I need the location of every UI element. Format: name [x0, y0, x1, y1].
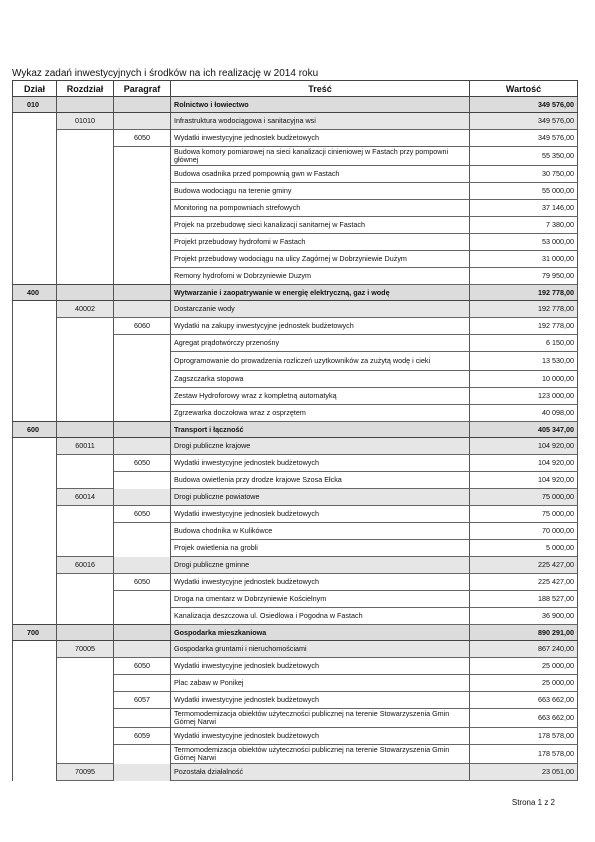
cell-tresc: Termomodemizacja obiektów użyteczności publicznej na terenie Stowarzyszenia Gmin Górnej Narwi	[171, 745, 470, 764]
cell-rozdzial: 70095	[57, 764, 114, 781]
cell-wartosc: 867 240,00	[470, 641, 578, 658]
cell-dzial: 700	[13, 625, 57, 641]
cell-tresc: Wydatki inwestycyjne jednostek budżetowych	[171, 574, 470, 591]
cell-tresc: Zagszczarka stopowa	[171, 371, 470, 388]
cell-rozdzial	[57, 745, 114, 764]
cell-dzial	[13, 217, 57, 234]
cell-paragraf: 6050	[114, 455, 171, 472]
cell-tresc: Kanalizacja deszczowa ul. Osiedlowa i Pogodna w Fastach	[171, 608, 470, 625]
cell-paragraf	[114, 422, 171, 438]
cell-dzial	[13, 335, 57, 352]
cell-dzial	[13, 318, 57, 335]
cell-wartosc: 192 778,00	[470, 301, 578, 318]
cell-tresc: Wydatki inwestycyjne jednostek budżetowych	[171, 728, 470, 745]
cell-wartosc: 31 000,00	[470, 251, 578, 268]
cell-tresc: Wydatki inwestycyjne jednostek budżetowych	[171, 506, 470, 523]
cell-dzial	[13, 268, 57, 285]
table-row-item	[13, 352, 578, 371]
cell-rozdzial	[57, 217, 114, 234]
cell-wartosc: 37 146,00	[470, 200, 578, 217]
cell-wartosc: 188 527,00	[470, 591, 578, 608]
cell-tresc: Budowa osadnika przed pompownią gwn w Fastach	[171, 166, 470, 183]
table-row-item	[13, 523, 578, 540]
cell-rozdzial	[57, 318, 114, 335]
cell-tresc: Termomodemizacja obiektów użyteczności publicznej na terenie Stowarzyszenia Gmin Górnej Narwi	[171, 709, 470, 728]
cell-paragraf	[114, 251, 171, 268]
cell-rozdzial	[57, 200, 114, 217]
table-row-par	[13, 574, 578, 591]
cell-rozdzial: 60014	[57, 489, 114, 506]
cell-rozdzial	[57, 147, 114, 166]
cell-tresc: Wydatki na zakupy inwestycyjne jednostek budżetowych	[171, 318, 470, 335]
table-row-item	[13, 217, 578, 234]
cell-rozdzial	[57, 692, 114, 709]
cell-dzial	[13, 455, 57, 472]
table-row-sub	[13, 113, 578, 130]
cell-wartosc: 55 350,00	[470, 147, 578, 166]
cell-rozdzial	[57, 285, 114, 301]
cell-paragraf: 6057	[114, 692, 171, 709]
cell-tresc: Gospodarka mieszkaniowa	[171, 625, 470, 641]
cell-wartosc: 36 900,00	[470, 608, 578, 625]
cell-rozdzial	[57, 591, 114, 608]
cell-rozdzial	[57, 183, 114, 200]
cell-tresc: Plac zabaw w Ponikej	[171, 675, 470, 692]
table-row-item	[13, 405, 578, 422]
cell-dzial	[13, 745, 57, 764]
cell-tresc: Drogi publiczne powiatowe	[171, 489, 470, 506]
cell-tresc: Drogi publiczne gminne	[171, 557, 470, 574]
cell-tresc: Budowa owietlenia przy drodze krajowe Szosa Ełcka	[171, 472, 470, 489]
cell-dzial	[13, 489, 57, 506]
cell-paragraf	[114, 764, 171, 781]
cell-wartosc: 30 750,00	[470, 166, 578, 183]
cell-paragraf	[114, 268, 171, 285]
table-row-sec	[13, 285, 578, 301]
cell-wartosc: 40 098,00	[470, 405, 578, 422]
cell-wartosc: 55 000,00	[470, 183, 578, 200]
cell-dzial	[13, 183, 57, 200]
cell-wartosc: 10 000,00	[470, 371, 578, 388]
table-row-sub	[13, 489, 578, 506]
cell-wartosc: 6 150,00	[470, 335, 578, 352]
cell-tresc: Monitoring na pompowniach strefowych	[171, 200, 470, 217]
cell-paragraf	[114, 352, 171, 371]
cell-rozdzial	[57, 388, 114, 405]
cell-dzial	[13, 641, 57, 658]
cell-tresc: Projekt przebudowy hydrofomi w Fastach	[171, 234, 470, 251]
table-row-item	[13, 251, 578, 268]
cell-paragraf	[114, 591, 171, 608]
cell-tresc: Wydatki inwestycyjne jednostek budżetowych	[171, 455, 470, 472]
cell-dzial	[13, 591, 57, 608]
table-row-item	[13, 147, 578, 166]
cell-paragraf	[114, 166, 171, 183]
header-paragraf: Paragraf	[114, 81, 171, 97]
cell-tresc: Wydatki inwestycyjne jednostek budżetowych	[171, 130, 470, 147]
cell-paragraf	[114, 641, 171, 658]
cell-rozdzial	[57, 506, 114, 523]
cell-rozdzial	[57, 540, 114, 557]
cell-paragraf	[114, 335, 171, 352]
page-number: Strona 1 z 2	[511, 798, 555, 807]
cell-paragraf	[114, 675, 171, 692]
cell-tresc: Wydatki inwestycyjne jednostek budżetowych	[171, 658, 470, 675]
cell-wartosc: 104 920,00	[470, 472, 578, 489]
cell-rozdzial	[57, 574, 114, 591]
cell-wartosc: 192 778,00	[470, 285, 578, 301]
table-row-sub	[13, 641, 578, 658]
table-row-sec	[13, 625, 578, 641]
cell-paragraf: 6059	[114, 728, 171, 745]
cell-rozdzial	[57, 166, 114, 183]
cell-wartosc: 349 576,00	[470, 97, 578, 113]
cell-tresc: Budowa chodnika w Kulikówce	[171, 523, 470, 540]
cell-paragraf: 6050	[114, 658, 171, 675]
cell-wartosc: 7 380,00	[470, 217, 578, 234]
cell-wartosc: 123 000,00	[470, 388, 578, 405]
cell-wartosc: 349 576,00	[470, 130, 578, 147]
cell-dzial	[13, 658, 57, 675]
cell-paragraf	[114, 540, 171, 557]
table-row-item	[13, 268, 578, 285]
table-row-sub	[13, 764, 578, 781]
table-row-item	[13, 200, 578, 217]
cell-wartosc: 104 920,00	[470, 438, 578, 455]
cell-tresc: Oprogramowanie do prowadzenia rozliczeń uzytkowników za zużytą wodę i cieki	[171, 352, 470, 371]
cell-dzial	[13, 692, 57, 709]
cell-dzial: 400	[13, 285, 57, 301]
cell-tresc: Projek na przebudowę sieci kanalizacji sanitarnej w Fastach	[171, 217, 470, 234]
table-row-par	[13, 130, 578, 147]
cell-wartosc: 79 950,00	[470, 268, 578, 285]
cell-paragraf: 6050	[114, 574, 171, 591]
cell-rozdzial	[57, 371, 114, 388]
cell-dzial	[13, 388, 57, 405]
cell-dzial	[13, 352, 57, 371]
table-row-item	[13, 234, 578, 251]
header-tresc: Treść	[171, 81, 470, 97]
cell-rozdzial	[57, 335, 114, 352]
cell-paragraf	[114, 709, 171, 728]
table-body	[13, 97, 578, 781]
cell-wartosc: 349 576,00	[470, 113, 578, 130]
cell-wartosc: 75 000,00	[470, 489, 578, 506]
cell-wartosc: 5 000,00	[470, 540, 578, 557]
cell-rozdzial	[57, 352, 114, 371]
cell-rozdzial: 70005	[57, 641, 114, 658]
cell-rozdzial	[57, 130, 114, 147]
cell-tresc: Pozostała działalność	[171, 764, 470, 781]
cell-paragraf	[114, 183, 171, 200]
header-rozdzial: Rozdział	[57, 81, 114, 97]
cell-dzial	[13, 405, 57, 422]
cell-paragraf	[114, 523, 171, 540]
table-row-sub	[13, 301, 578, 318]
table-row-sub	[13, 557, 578, 574]
cell-dzial	[13, 523, 57, 540]
cell-tresc: Budowa komory pomiarowej na sieci kanalizacji cinieniowej w Fastach przy pompowni głównej	[171, 147, 470, 166]
table-row-sec	[13, 97, 578, 113]
cell-tresc: Agregat prądotwórczy przenośny	[171, 335, 470, 352]
cell-rozdzial: 60016	[57, 557, 114, 574]
cell-tresc: Gospodarka gruntami i nieruchomościami	[171, 641, 470, 658]
table-row-item	[13, 591, 578, 608]
cell-paragraf	[114, 557, 171, 574]
cell-wartosc: 178 578,00	[470, 728, 578, 745]
cell-paragraf: 6050	[114, 130, 171, 147]
table-row-par	[13, 506, 578, 523]
cell-dzial	[13, 200, 57, 217]
cell-wartosc: 663 662,00	[470, 692, 578, 709]
cell-dzial	[13, 166, 57, 183]
table-row-item	[13, 675, 578, 692]
cell-rozdzial	[57, 455, 114, 472]
cell-rozdzial	[57, 728, 114, 745]
cell-dzial	[13, 608, 57, 625]
cell-dzial	[13, 113, 57, 130]
table-row-sub	[13, 438, 578, 455]
table-header-row	[13, 81, 578, 97]
cell-rozdzial: 40002	[57, 301, 114, 318]
cell-paragraf	[114, 234, 171, 251]
cell-paragraf	[114, 438, 171, 455]
investment-table	[12, 80, 578, 781]
cell-tresc: Projek owietlenia na grobli	[171, 540, 470, 557]
cell-dzial	[13, 675, 57, 692]
cell-rozdzial	[57, 405, 114, 422]
cell-dzial	[13, 709, 57, 728]
table-row-item	[13, 745, 578, 764]
cell-paragraf	[114, 745, 171, 764]
cell-wartosc: 13 530,00	[470, 352, 578, 371]
cell-dzial	[13, 251, 57, 268]
cell-rozdzial	[57, 523, 114, 540]
cell-dzial	[13, 371, 57, 388]
table-row-item	[13, 472, 578, 489]
table-row-item	[13, 709, 578, 728]
cell-wartosc: 192 778,00	[470, 318, 578, 335]
document-title: Wykaz zadań inwestycyjnych i środków na ich realizację w 2014 roku	[12, 68, 319, 79]
cell-dzial	[13, 234, 57, 251]
cell-wartosc: 23 051,00	[470, 764, 578, 781]
cell-wartosc: 405 347,00	[470, 422, 578, 438]
cell-paragraf	[114, 489, 171, 506]
table-row-item	[13, 608, 578, 625]
cell-paragraf	[114, 200, 171, 217]
table-row-par	[13, 728, 578, 745]
cell-paragraf: 6050	[114, 506, 171, 523]
cell-dzial	[13, 147, 57, 166]
cell-tresc: Transport i łączność	[171, 422, 470, 438]
cell-dzial	[13, 438, 57, 455]
cell-dzial	[13, 574, 57, 591]
cell-tresc: Wytwarzanie i zaopatrywanie w energię elektryczną, gaz i wodę	[171, 285, 470, 301]
cell-paragraf	[114, 285, 171, 301]
table-row-item	[13, 388, 578, 405]
table-row-par	[13, 318, 578, 335]
cell-paragraf	[114, 608, 171, 625]
table-row-item	[13, 166, 578, 183]
cell-wartosc: 890 291,00	[470, 625, 578, 641]
cell-tresc: Remony hydrofomi w Dobrzyniewie Duzym	[171, 268, 470, 285]
table-row-par	[13, 455, 578, 472]
cell-paragraf	[114, 113, 171, 130]
cell-rozdzial	[57, 675, 114, 692]
cell-wartosc: 25 000,00	[470, 658, 578, 675]
cell-wartosc: 75 000,00	[470, 506, 578, 523]
cell-paragraf	[114, 625, 171, 641]
cell-paragraf	[114, 147, 171, 166]
cell-wartosc: 178 578,00	[470, 745, 578, 764]
cell-tresc: Dostarczanie wody	[171, 301, 470, 318]
cell-tresc: Drogi publiczne krajowe	[171, 438, 470, 455]
cell-rozdzial	[57, 251, 114, 268]
cell-dzial	[13, 540, 57, 557]
cell-paragraf	[114, 371, 171, 388]
cell-dzial	[13, 472, 57, 489]
cell-tresc: Rolnictwo i łowiectwo	[171, 97, 470, 113]
cell-rozdzial	[57, 472, 114, 489]
cell-tresc: Zgrzewarka doczołowa wraz z osprzętem	[171, 405, 470, 422]
table-row-item	[13, 183, 578, 200]
cell-wartosc: 70 000,00	[470, 523, 578, 540]
cell-dzial	[13, 728, 57, 745]
cell-dzial	[13, 557, 57, 574]
cell-dzial	[13, 130, 57, 147]
cell-dzial	[13, 506, 57, 523]
cell-dzial: 600	[13, 422, 57, 438]
cell-paragraf	[114, 217, 171, 234]
table-row-sec	[13, 422, 578, 438]
cell-rozdzial	[57, 658, 114, 675]
cell-wartosc: 104 920,00	[470, 455, 578, 472]
cell-paragraf	[114, 472, 171, 489]
cell-rozdzial	[57, 608, 114, 625]
cell-dzial	[13, 764, 57, 781]
table-row-item	[13, 335, 578, 352]
cell-wartosc: 53 000,00	[470, 234, 578, 251]
table-row-item	[13, 540, 578, 557]
cell-paragraf	[114, 405, 171, 422]
cell-paragraf	[114, 97, 171, 113]
cell-wartosc: 225 427,00	[470, 557, 578, 574]
cell-tresc: Infrastruktura wodociągowa i sanitacyjna wsi	[171, 113, 470, 130]
cell-wartosc: 25 000,00	[470, 675, 578, 692]
cell-rozdzial	[57, 97, 114, 113]
cell-tresc: Budowa wodociągu na terenie gminy	[171, 183, 470, 200]
cell-wartosc: 663 662,00	[470, 709, 578, 728]
header-wartosc: Wartość	[470, 81, 578, 97]
cell-dzial	[13, 301, 57, 318]
cell-rozdzial	[57, 268, 114, 285]
cell-wartosc: 225 427,00	[470, 574, 578, 591]
cell-tresc: Projekt przebudowy wodociągu na ulicy Zagórnej w Dobrzyniewie Dużym	[171, 251, 470, 268]
cell-tresc: Zestaw Hydroforowy wraz z kompletną automatyką	[171, 388, 470, 405]
cell-rozdzial	[57, 625, 114, 641]
table-row-par	[13, 658, 578, 675]
cell-tresc: Droga na cmentarz w Dobrzyniewie Kościelnym	[171, 591, 470, 608]
cell-rozdzial	[57, 709, 114, 728]
table-row-par	[13, 692, 578, 709]
cell-rozdzial: 01010	[57, 113, 114, 130]
header-dzial: Dział	[13, 81, 57, 97]
cell-paragraf	[114, 388, 171, 405]
cell-paragraf	[114, 301, 171, 318]
cell-rozdzial	[57, 422, 114, 438]
cell-rozdzial: 60011	[57, 438, 114, 455]
cell-dzial: 010	[13, 97, 57, 113]
cell-paragraf: 6060	[114, 318, 171, 335]
cell-tresc: Wydatki inwestycyjne jednostek budżetowych	[171, 692, 470, 709]
table-row-item	[13, 371, 578, 388]
cell-rozdzial	[57, 234, 114, 251]
